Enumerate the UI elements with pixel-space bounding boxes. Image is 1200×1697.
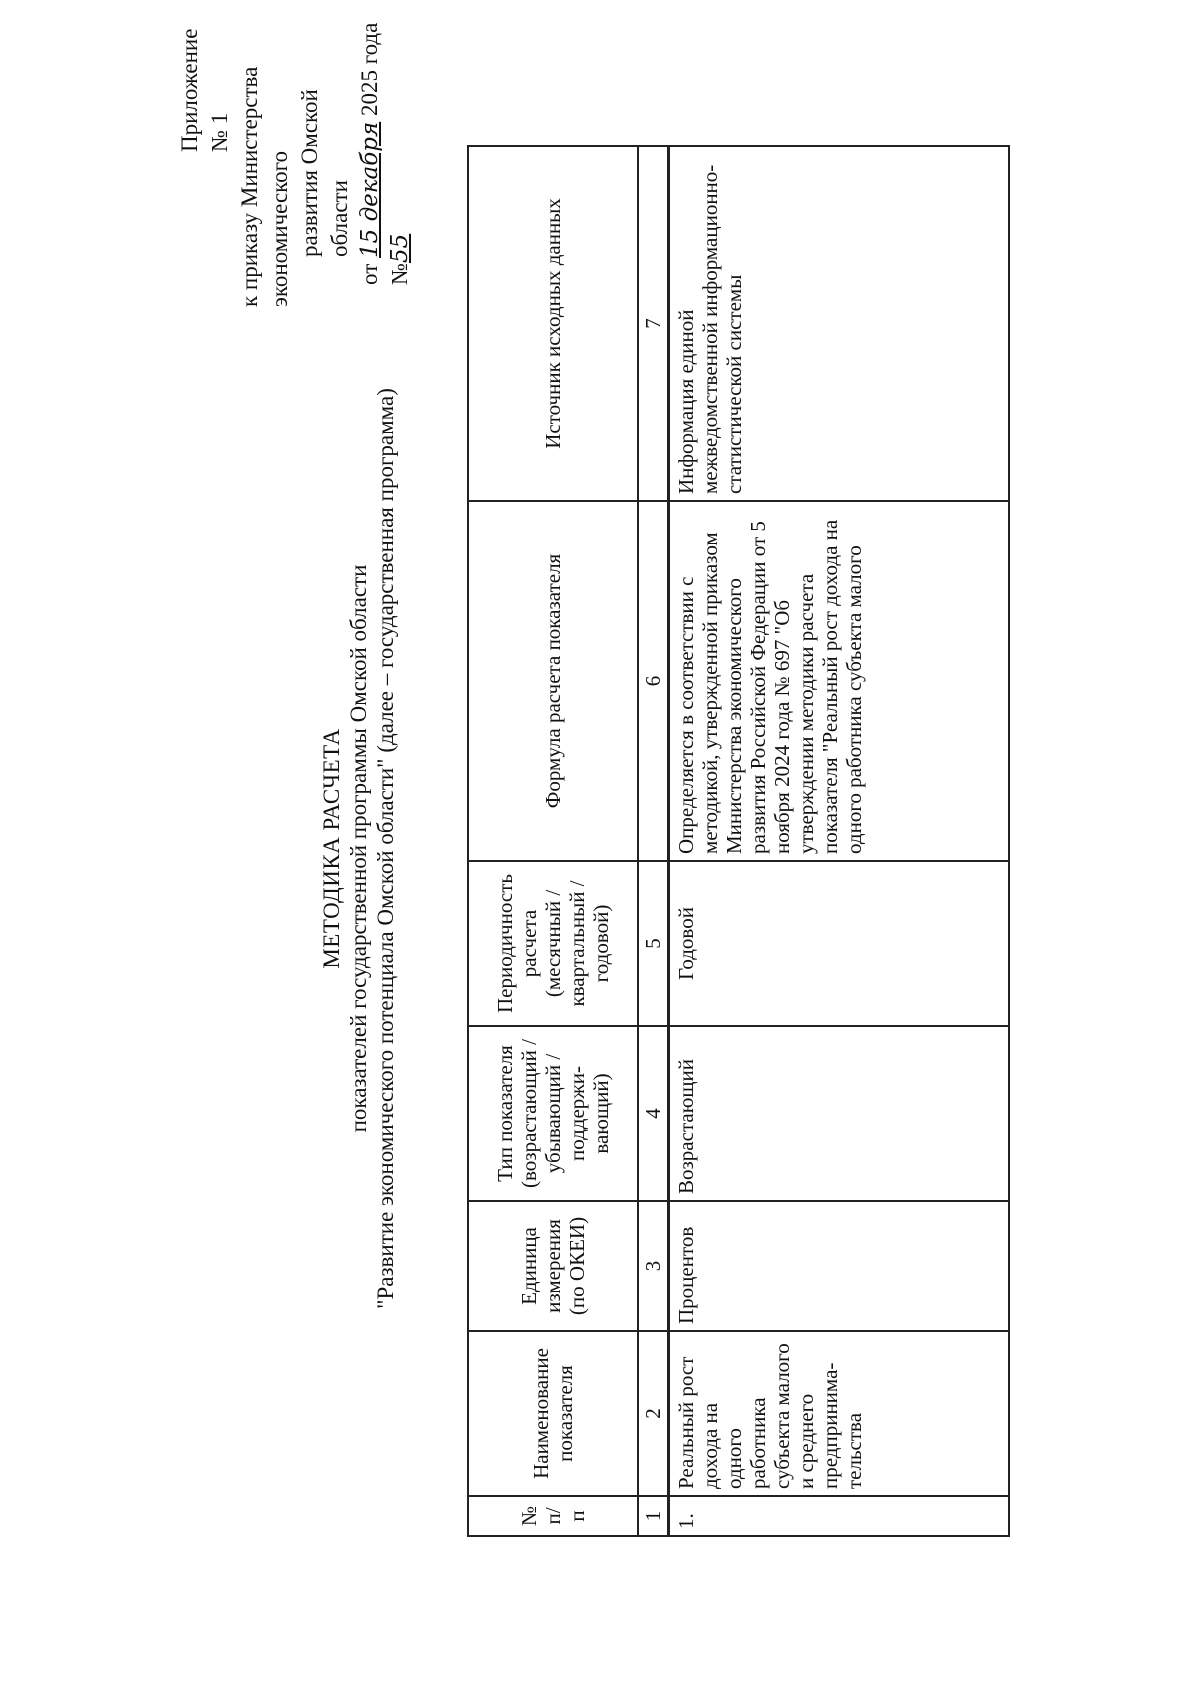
column-numbers-row bbox=[638, 146, 669, 1536]
appendix-date-year: 2025 года № bbox=[357, 22, 412, 285]
indicator-name: Реальный рост дохода на одного работника субъекта малого и среднего предпринима-тельства bbox=[669, 1331, 1010, 1496]
title-main: МЕТОДИКА РАСЧЕТА bbox=[319, 728, 344, 969]
title-sub: показателей государственной программы Омской области bbox=[346, 564, 371, 1133]
header-cell: Источник исходных данных bbox=[468, 146, 638, 501]
row-number: 1. bbox=[669, 1496, 1010, 1536]
header-cell: Единица измерения (по ОКЕИ) bbox=[468, 1201, 638, 1331]
column-number: 3 bbox=[638, 1201, 669, 1331]
appendix-order: к приказу Министерства экономического bbox=[237, 66, 292, 307]
indicator-source: Информация единой межведомственной информационно-статистической системы bbox=[669, 146, 1010, 501]
table-row bbox=[669, 146, 1010, 1536]
table-header-row bbox=[468, 146, 638, 1536]
document-title bbox=[318, 0, 399, 1697]
header-cell: Тип показателя (возрастающий / убывающий / поддержи-вающий) bbox=[468, 1026, 638, 1201]
appendix-number-handwritten: 55 bbox=[387, 233, 413, 264]
title-program: "Развитие экономического потенциала Омской области" (далее – государственная программа) bbox=[373, 388, 398, 1309]
indicator-period: Годовой bbox=[669, 861, 1010, 1026]
column-number: 7 bbox=[638, 146, 669, 501]
column-number: 6 bbox=[638, 501, 669, 861]
appendix-region: развития Омской области bbox=[297, 89, 352, 257]
appendix-date-prefix: от bbox=[357, 263, 382, 285]
header-cell: Наименование показателя bbox=[468, 1331, 638, 1496]
indicator-type: Возрастающий bbox=[669, 1026, 1010, 1201]
header-cell: Периодичность расчета (месячный / квартальный / годовой) bbox=[468, 861, 638, 1026]
indicator-formula: Определяется в соответствии с методикой, утвержденной приказом Министерства экономического развития Российской Федерации от 5 ноября 2024 года № 697 "Об утверждении методики расчета показателя "Реальный рост дохода на одного работника субъекта малого bbox=[669, 501, 1010, 861]
indicators-table bbox=[467, 145, 1010, 1537]
appendix-date-handwritten: 15 декабря bbox=[357, 121, 383, 258]
header-cell: Формула расчета показателя bbox=[468, 501, 638, 861]
column-number: 2 bbox=[638, 1331, 669, 1496]
column-number: 1 bbox=[638, 1496, 669, 1536]
column-number: 4 bbox=[638, 1026, 669, 1201]
indicator-unit: Процентов bbox=[669, 1201, 1010, 1331]
column-number: 5 bbox=[638, 861, 669, 1026]
header-cell: № п/п bbox=[468, 1496, 638, 1536]
appendix-title: Приложение № 1 bbox=[177, 28, 232, 152]
